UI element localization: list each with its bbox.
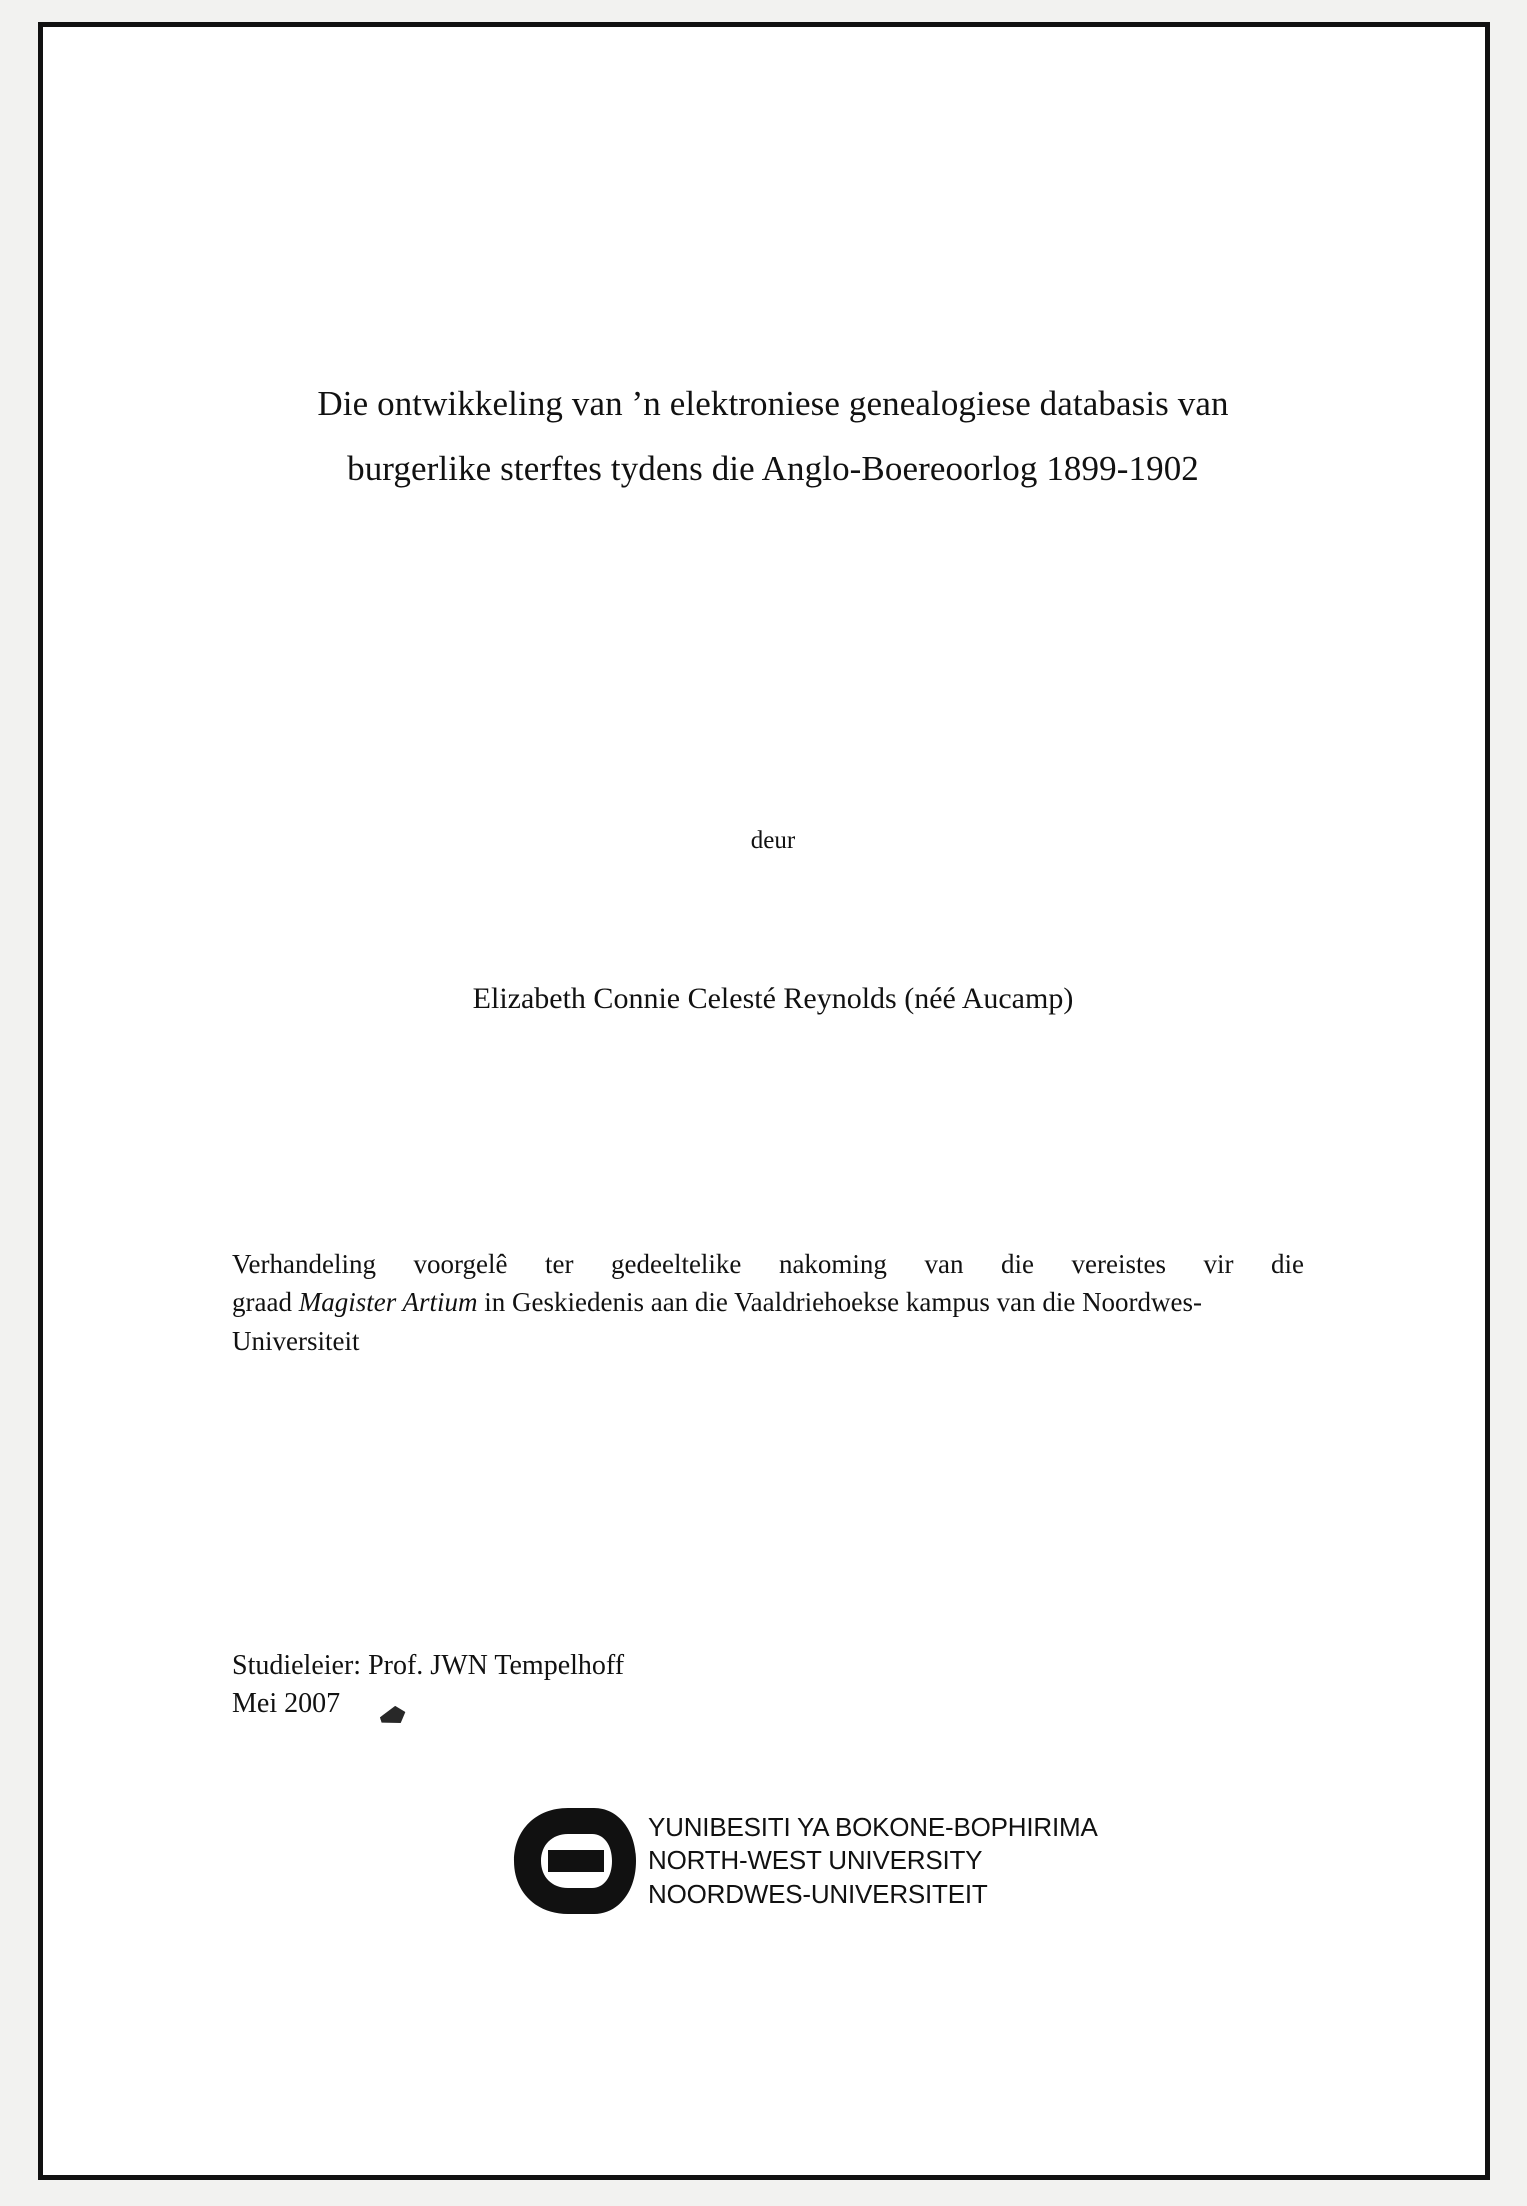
- by-label: deur: [750, 827, 796, 854]
- degree-statement: [232, 1245, 1304, 1360]
- degree-statement-line-2-suffix: in Geskiedenis aan die Vaaldriehoekse kampus: [477, 1287, 990, 1318]
- degree-name: Magister Artium: [298, 1287, 478, 1318]
- logo-text-line-1: YUNIBESITI YA BOKONE-BOPHIRIMA: [648, 1812, 1098, 1843]
- page-surface: [43, 27, 1485, 2175]
- title-page-content: [188, 27, 1358, 2175]
- degree-statement-line-2: [232, 1287, 990, 1317]
- title-line-2: burgerlike sterftes tydens die Anglo-Boereoorlog 1899-1902: [347, 448, 1199, 488]
- north-west-university-logo-icon: [508, 1802, 636, 1920]
- page-border-frame: [38, 22, 1490, 2180]
- degree-statement-line-1: Verhandeling voorgelê ter gedeeltelike nakoming van die vereistes vir die: [232, 1249, 1304, 1279]
- page-title: [188, 372, 1358, 502]
- logo-text-line-2: NORTH-WEST UNIVERSITY: [648, 1845, 983, 1876]
- degree-statement-line-3: van die Noordwes-Universiteit: [232, 1287, 1203, 1356]
- logo-text-line-3: NOORDWES-UNIVERSITEIT: [648, 1878, 988, 1909]
- date-line: Mei 2007: [232, 1687, 341, 1719]
- supervisor-line: Studieleier: Prof. JWN Tempelhoff: [232, 1650, 625, 1681]
- university-logo-block: [188, 1802, 1358, 1942]
- university-logo-text: [648, 1811, 1098, 1910]
- title-line-1: Die ontwikkeling van ’n elektroniese genealogiese databasis van: [317, 384, 1229, 423]
- degree-statement-line-2-prefix: graad: [232, 1287, 299, 1318]
- author-name: Elizabeth Connie Celesté Reynolds (néé Aucamp): [472, 982, 1074, 1015]
- supervisor-block: [232, 1647, 1304, 1723]
